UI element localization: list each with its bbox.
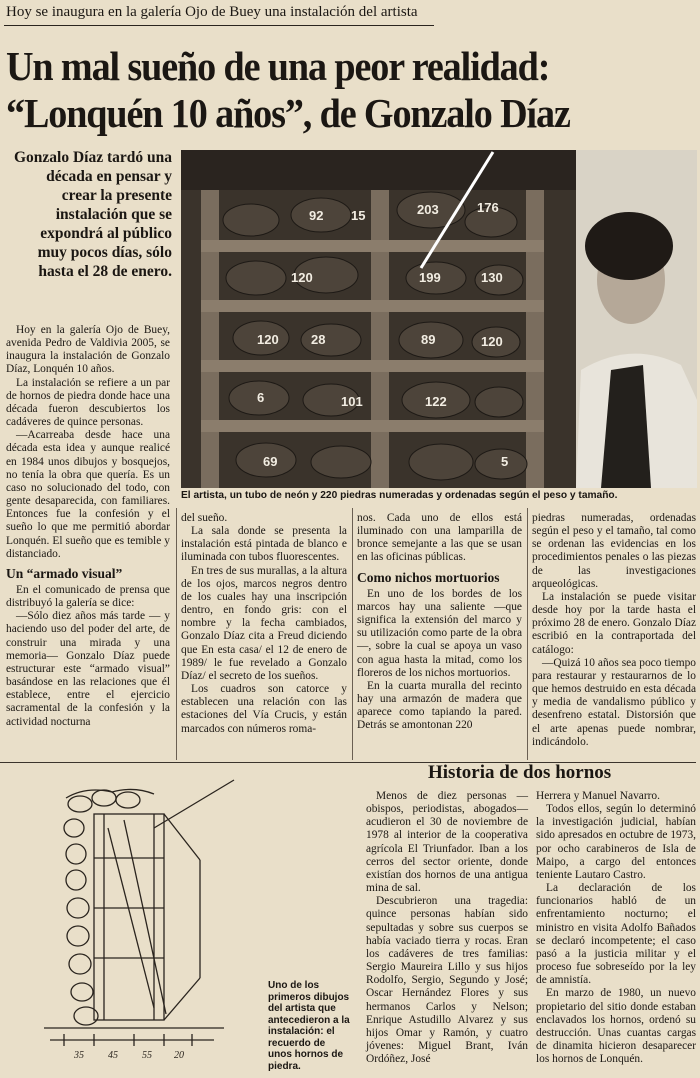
stone-number: 89 [421, 332, 436, 347]
sidebar-column-b [536, 790, 696, 1066]
paragraph: En uno de los bordes de los marcos hay una saliente —que significa la extensión del marco y su utilización como parte de la obra—, sobre la cual se apoya un vaso con agua hasta la mitad, como los floreros de los nichos mortuorios. [357, 587, 522, 679]
lead-line: muy pocos días, sólo [37, 244, 172, 261]
paragraph: nos. Cada uno de ellos está iluminado con una lamparilla de bronce semejante a las que se usan en las oficinas públicas. [357, 512, 522, 564]
paragraph: —Acarreaba desde hace una década esta idea y aunque realicé en 1984 unos dibujos y bosquejos, no tenía la obra que quería. Es un caso no solucionado del todo, con gente desaparecida, con familiares. Entonces fue la confesión y el sueño lo que me permitió abordar Lonquén. El sueño que es temible y distanciado. [6, 429, 170, 560]
paragraph: La instalación se refiere a un par de hornos de piedra donde hace una década fueron descubiertos los cadáveres de quince personas. [6, 376, 170, 429]
paragraph: Menos de diez personas — obispos, periodistas, abogados— acudieron el 30 de noviembre de 1978 al interior de la cooperativa agrícola El Triunfador. Iban a los cerros del sector oriente, donde existían dos hornos de una antigua mina de sal. [366, 790, 528, 895]
stone-number: 120 [257, 332, 279, 347]
stone-number: 69 [263, 454, 278, 469]
lead-line: instalación que se [55, 206, 172, 223]
paragraph: En la cuarta muralla del recinto hay una armazón de madera que aparece como tapiando la pared. Detrás se amontonan 220 [357, 679, 522, 732]
lead-line: expondrá al público [40, 225, 172, 242]
lead-deck [14, 148, 172, 281]
column-rule [527, 508, 528, 760]
paragraph: La instalación se puede visitar desde hoy por la tarde hasta el próximo 28 de enero. Gonzalo Díaz escribió en la contraportada del catálogo: [532, 590, 696, 656]
stone-number: 15 [351, 208, 366, 223]
sidebar-column-a [366, 790, 528, 1066]
stone-number: 5 [501, 454, 509, 469]
column-rule [176, 508, 177, 760]
paragraph: En el comunicado de prensa que distribuyó la galería se dice: [6, 583, 170, 610]
paragraph: Los cuadros son catorce y establecen una relación con las estaciones del Vía Crucis, y están marcados con números roma- [181, 683, 347, 735]
stone-number: 120 [481, 334, 503, 349]
paragraph: piedras numeradas, ordenadas según el peso y el tamaño, tal como se ordenan las evidencias en los procedimientos penales o las piezas de las investigaciones arqueológicas. [532, 512, 696, 590]
stone-number: 203 [417, 202, 439, 217]
paragraph: La sala donde se presenta la instalación está pintada de blanco e iluminada con tubos fluorescentes. [181, 525, 347, 564]
paragraph: —Sólo diez años más tarde — y haciendo uso del poder del arte, de construir una mirada y una memoria— Gonzalo Díaz puede estructurar este “armado visual” basándose en las relaciones que él establece, entre el ejercicio sacramental de la confesión y la actividad nocturna [6, 610, 170, 728]
sketch-dimension: 20 [174, 1050, 184, 1061]
lead-line: crear la presente [61, 187, 172, 204]
sketch-caption: Uno de los primeros dibujos del artista que antecedieron a la instalación: el recuerdo de unos hornos de piedra. [268, 980, 350, 1072]
kicker-rule [4, 25, 434, 26]
photo-caption: El artista, un tubo de neón y 220 piedras numeradas y ordenadas según el peso y tamaño. [181, 490, 618, 501]
sketch-dimension: 35 [74, 1050, 84, 1061]
stone-number: 130 [481, 270, 503, 285]
paragraph: Herrera y Manuel Navarro. [536, 790, 660, 802]
headline-line-1: Un mal sueño de una peor realidad: [6, 43, 550, 89]
paragraph: En tres de sus murallas, a la altura de los ojos, marcos negros dentro de los cuales hay una inscripción dentro, en fondo gris: con el nombre y la fecha cambiados, Gonzalo Díaz cita a Freud diciendo que En esta casa/ el 12 de enero de 1989/ le fue revelado a Gonzalo Díaz/ el secreto de los sueños. [181, 564, 347, 682]
oven-sketch-drawing [4, 768, 266, 1072]
paragraph: La declaración de los funcionarios habló de un enfrentamiento nocturno; el ministro en visita Adolfo Bañados se declaró incompetente; el caso pasó a la justicia militar y el proceso fue sobreseído por la ley de amnistía. [536, 882, 696, 987]
stone-number: 28 [311, 332, 326, 347]
subheading: Como nichos mortuorios [357, 569, 500, 585]
stone-number: 122 [425, 394, 447, 409]
article-column-4 [532, 512, 696, 749]
artist-photo [181, 150, 697, 488]
article-column-1 [6, 324, 170, 729]
stone-number: 120 [291, 270, 313, 285]
article-column-3 [357, 512, 522, 733]
stone-number: 6 [257, 390, 265, 405]
subheading: Un “armado visual” [6, 565, 123, 581]
kicker: Hoy se inaugura en la galería Ojo de Buey una instalación del artista [6, 4, 418, 20]
stone-number: 92 [309, 208, 324, 223]
sketch-dimension: 45 [108, 1050, 118, 1061]
column-rule [352, 508, 353, 760]
lead-line: Gonzalo Díaz tardó una [14, 149, 173, 166]
lead-line: década en pensar y [46, 168, 172, 185]
paragraph: En marzo de 1980, un nuevo propietario del sitio donde estaban enclavados los hornos, ordenó su destrucción. Unas cuantas cargas de dinamita hicieron desaparecer los hornos de Lonquén. [536, 987, 696, 1066]
paragraph: —Quizá 10 años sea poco tiempo para restaurar y restaurarnos de lo que hemos destruido en esta década y media de vandalismo público y desenfreno estatal. Distorsión que el arte apenas puede nombrar, indicándolo. [532, 656, 696, 748]
paragraph: Descubrieron una tragedia: quince personas habían sido sepultadas y sobre sus cuerpos se había vaciado tierra y rocas. Eran los cadáveres de tres familias: Sergio Maureira Lillo y sus hijos Rodolfo, Sergio, Segundo y José; Oscar Hernández Flores y sus hermanos Carlos y Nelson; Enrique Astudillo Alvarez y sus hijos Omar y Ramón, y cuatro jóvenes: Miguel Brant, Iván Ordóñez, José [366, 895, 528, 1066]
paragraph: del sueño. [181, 512, 228, 524]
lead-line: hasta el 28 de enero. [38, 263, 172, 280]
paragraph: Hoy en la galería Ojo de Buey, avenida Pedro de Valdivia 2005, se inaugura la instalación de Gonzalo Díaz, Lonquén 10 años. [6, 324, 170, 376]
installation-photo-illustration [181, 150, 697, 488]
sidebar-title: Historia de dos hornos [428, 762, 612, 783]
sketch-dimension: 55 [142, 1050, 152, 1061]
stone-number: 101 [341, 394, 363, 409]
stone-number: 176 [477, 200, 499, 215]
stone-number: 199 [419, 270, 441, 285]
oven-sketch [4, 768, 266, 1072]
paragraph: Todos ellos, según lo determinó la investigación judicial, habían sido apresados en octubre de 1973, por ocho carabineros de Isla de Maipo, a cargo del entonces teniente Lautaro Castro. [536, 803, 696, 881]
headline-line-2: “Lonquén 10 años”, de Gonzalo Díaz [6, 90, 570, 136]
article-column-2 [181, 512, 347, 736]
